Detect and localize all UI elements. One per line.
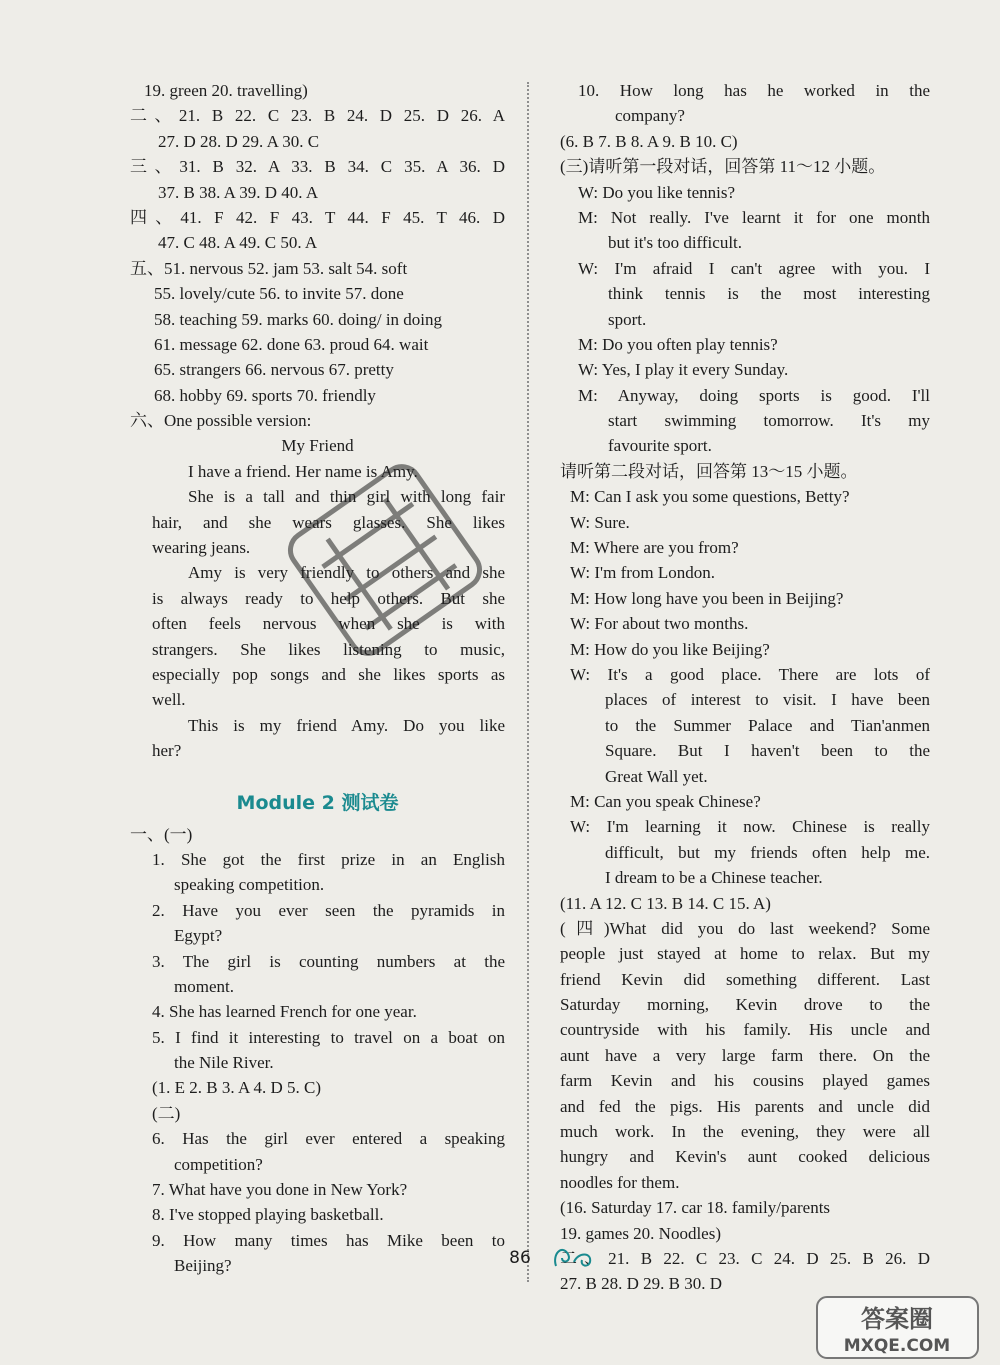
answer-line: 四、41. F 42. F 43. T 44. F 45. T 46. D	[130, 207, 505, 227]
answer-line: 二、21. B 22. C 23. B 24. D 25. D 26. A	[130, 106, 505, 126]
dialogue-line: W: Yes, I play it every Sunday.	[578, 360, 789, 380]
left-column	[130, 78, 505, 1279]
dialogue-line: W: It's a good place. There are lots of	[570, 664, 930, 684]
essay-line: This is my friend Amy. Do you like	[188, 715, 505, 735]
answer-line: 27. D 28. D 29. A 30. C	[158, 131, 320, 151]
dialogue-line: W: For about two months.	[570, 614, 749, 634]
dialogue-line: M: How long have you been in Beijing?	[570, 588, 844, 608]
script-line: 3. The girl is counting numbers at the	[152, 951, 505, 971]
essay-line: hair, and she wears glasses. She likes	[152, 512, 505, 532]
section-heading: 一、(一)	[130, 824, 193, 844]
answer-line: 19. green 20. travelling)	[144, 81, 308, 100]
dialogue-line: to the Summer Palace and Tian'anmen	[605, 715, 930, 735]
dialogue-line: W: I'm afraid I can't agree with you. I	[578, 258, 930, 278]
essay-line: well.	[152, 690, 186, 710]
script-line: 8. I've stopped playing basketball.	[152, 1205, 384, 1225]
module-heading	[130, 784, 505, 822]
dialogue-line: M: How do you like Beijing?	[570, 639, 770, 659]
script-line: 1. She got the first prize in an English	[152, 849, 505, 869]
script-line: Beijing?	[174, 1256, 232, 1276]
dialogue-line: W: Sure.	[570, 512, 630, 532]
dialogue-line: sport.	[608, 309, 647, 329]
essay-line: often feels nervous when she is with	[152, 614, 505, 634]
script-line: 7. What have you done in New York?	[152, 1180, 408, 1200]
section-heading: (三)请听第一段对话，回答第 11～12 小题。	[560, 157, 886, 177]
dialogue-line: W: I'm learning it now. Chinese is really	[570, 817, 930, 837]
dialogue-line: M: Can I ask you some questions, Betty?	[570, 487, 850, 507]
answer-line: 二、21. B 22. C 23. C 24. D 25. B 26. D	[560, 1248, 930, 1268]
dialogue-line: W: I'm from London.	[570, 563, 716, 583]
answer-line: 五、51. nervous 52. jam 53. salt 54. soft	[130, 258, 408, 278]
passage-line: aunt have a very large farm there. On the	[560, 1045, 930, 1065]
essay-line: strangers. She likes listening to music,	[152, 639, 505, 659]
answer-line: (1. E 2. B 3. A 4. D 5. C)	[152, 1078, 322, 1098]
script-line: Egypt?	[174, 926, 223, 946]
script-line: 5. I find it interesting to travel on a boat on	[152, 1027, 505, 1047]
answer-line: 19. games 20. Noodles)	[560, 1223, 722, 1243]
script-line: the Nile River.	[174, 1053, 274, 1073]
answer-line: 55. lovely/cute 56. to invite 57. done	[154, 284, 404, 304]
dialogue-line: Square. But I haven't been to the	[605, 741, 930, 761]
dialogue-line: difficult, but my friends often help me.	[605, 842, 930, 862]
passage-line: farm Kevin and his cousins played games	[560, 1071, 930, 1091]
passage-line: hungry and Kevin's aunt cooked delicious	[560, 1147, 930, 1167]
column-divider	[527, 82, 529, 1282]
dialogue-line: think tennis is the most interesting	[608, 284, 930, 304]
dialogue-line: I dream to be a Chinese teacher.	[605, 868, 823, 888]
answer-line: 47. C 48. A 49. C 50. A	[158, 233, 318, 253]
passage-line: Saturday morning, Kevin drove to the	[560, 995, 930, 1015]
dialogue-line: M: Can you speak Chinese?	[570, 791, 761, 811]
page-number-text: 86	[509, 1248, 531, 1268]
dialogue-line: but it's too difficult.	[608, 233, 743, 253]
dialogue-line: places of interest to visit. I have been	[605, 690, 930, 710]
dialogue-line: start swimming tomorrow. It's my	[608, 411, 930, 431]
site-watermark-logo	[815, 1295, 980, 1360]
svg-text:答案圈: 答案圈	[861, 1305, 933, 1333]
script-line: company?	[615, 106, 685, 126]
section-heading: 请听第二段对话，回答第 13～15 小题。	[560, 461, 858, 481]
script-line: 10. How long has he worked in the	[578, 81, 930, 100]
script-line: 4. She has learned French for one year.	[152, 1002, 417, 1022]
passage-line: people just stayed at home to relax. But my	[560, 944, 930, 964]
page-number	[0, 1248, 1000, 1268]
section-heading: 六、One possible version:	[130, 411, 312, 431]
answer-line: 58. teaching 59. marks 60. doing/ in doing	[154, 309, 443, 329]
essay-line: I have a friend. Her name is Amy.	[188, 461, 418, 481]
script-line: 6. Has the girl ever entered a speaking	[152, 1129, 505, 1149]
dialogue-line: W: Do you like tennis?	[578, 182, 736, 202]
essay-line: wearing jeans.	[152, 538, 251, 558]
answer-line: 27. B 28. D 29. B 30. D	[560, 1274, 722, 1294]
essay-line: is always ready to help others. But she	[152, 588, 505, 608]
dialogue-line: M: Where are you from?	[570, 538, 739, 558]
section-heading: (二)	[152, 1103, 181, 1123]
script-line: speaking competition.	[174, 875, 325, 895]
answer-line: 37. B 38. A 39. D 40. A	[158, 182, 319, 202]
answer-line: (11. A 12. C 13. B 14. C 15. A)	[560, 893, 771, 913]
answer-line: (16. Saturday 17. car 18. family/parents	[560, 1198, 831, 1218]
passage-line: (四)What did you do last weekend? Some	[560, 918, 930, 938]
right-column	[560, 78, 930, 1297]
script-line: 2. Have you ever seen the pyramids in	[152, 900, 505, 920]
answer-line: 65. strangers 66. nervous 67. pretty	[154, 360, 394, 380]
dialogue-line: M: Not really. I've learnt it for one month	[578, 207, 930, 227]
essay-title: My Friend	[281, 436, 354, 456]
passage-line: and fed the pigs. His parents and uncle did	[560, 1096, 930, 1116]
dialogue-line: M: Do you often play tennis?	[578, 334, 778, 354]
essay-line: her?	[152, 741, 182, 761]
module-title: Module 2 测试卷	[236, 791, 399, 814]
dialogue-line: favourite sport.	[608, 436, 712, 456]
answer-line: 61. message 62. done 63. proud 64. wait	[154, 334, 429, 354]
essay-line: especially pop songs and she likes sports as	[152, 664, 505, 684]
answer-line: 三、31. B 32. A 33. B 34. C 35. A 36. D	[130, 157, 505, 177]
dialogue-line: M: Anyway, doing sports is good. I'll	[578, 385, 930, 405]
passage-line: friend Kevin did something different. Last	[560, 969, 930, 989]
passage-line: noodles for them.	[560, 1172, 680, 1192]
answer-line: (6. B 7. B 8. A 9. B 10. C)	[560, 131, 738, 151]
script-line: competition?	[174, 1154, 263, 1174]
essay-line: Amy is very friendly to others and she	[188, 563, 505, 583]
essay-line: She is a tall and thin girl with long fair	[188, 487, 505, 507]
script-line: moment.	[174, 976, 234, 996]
passage-line: much work. In the evening, they were all	[560, 1122, 930, 1142]
script-line: 9. How many times has Mike been to	[152, 1230, 505, 1250]
answer-line: 68. hobby 69. sports 70. friendly	[154, 385, 376, 405]
passage-line: countryside with his family. His uncle and	[560, 1020, 930, 1040]
dialogue-line: Great Wall yet.	[605, 766, 708, 786]
svg-text:MXQE.COM: MXQE.COM	[843, 1336, 951, 1356]
